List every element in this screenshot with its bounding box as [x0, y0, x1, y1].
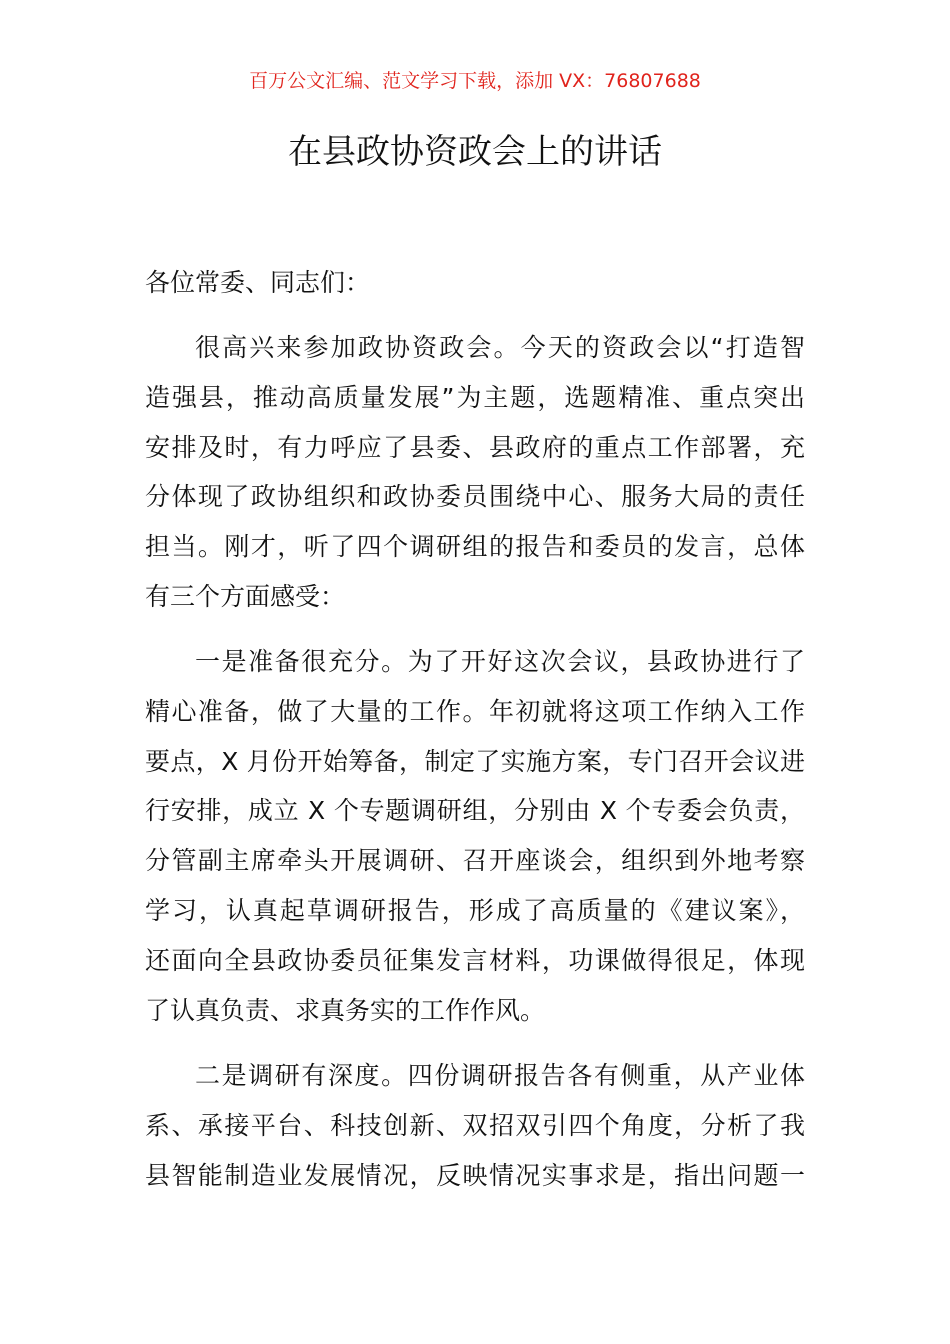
- greeting: 各位常委、同志们：: [145, 268, 371, 297]
- paragraph-line: 学习，认真起草调研报告，形成了高质量的《建议案》，: [145, 896, 805, 925]
- paragraph-line: 还面向全县政协委员征集发言材料，功课做得很足，体现: [145, 945, 805, 975]
- header-banner: 百万公文汇编、范文学习下载，添加 VX：76807688: [249, 70, 701, 92]
- paragraph-line: 一是准备很充分。为了开好这次会议，县政协进行了: [195, 647, 805, 676]
- paragraph-line: 分管副主席牵头开展调研、召开座谈会，组织到外地考察: [145, 846, 805, 876]
- paragraph-line: 县智能制造业发展情况，反映情况实事求是，指出问题一: [145, 1160, 805, 1190]
- paragraph-line: 要点，X 月份开始筹备，制定了实施方案，专门召开会议进: [145, 746, 805, 776]
- paragraph-line: 有三个方面感受：: [145, 582, 346, 611]
- paragraph-line: 系、承接平台、科技创新、双招双引四个角度，分析了我: [145, 1110, 805, 1140]
- paragraph-line: 造强县，推动高质量发展”为主题，选题精准、重点突出: [145, 382, 805, 412]
- paragraph-line: 担当。刚才，听了四个调研组的报告和委员的发言，总体: [145, 532, 805, 562]
- paragraph-line: 行安排，成立 X 个专题调研组，分别由 X 个专委会负责，: [145, 796, 805, 826]
- paragraph-line: 安排及时，有力呼应了县委、县政府的重点工作部署，充: [145, 432, 805, 462]
- paragraph-line: 很高兴来参加政协资政会。今天的资政会以“打造智: [195, 333, 805, 362]
- paragraph-line: 分体现了政协组织和政协委员围绕中心、服务大局的责任: [145, 482, 805, 512]
- document-title: 在县政协资政会上的讲话: [288, 132, 662, 172]
- paragraph-line: 精心准备，做了大量的工作。年初就将这项工作纳入工作: [145, 696, 805, 726]
- paragraph-line: 二是调研有深度。四份调研报告各有侧重，从产业体: [195, 1061, 805, 1090]
- paragraph-line: 了认真负责、求真务实的工作作风。: [145, 995, 546, 1025]
